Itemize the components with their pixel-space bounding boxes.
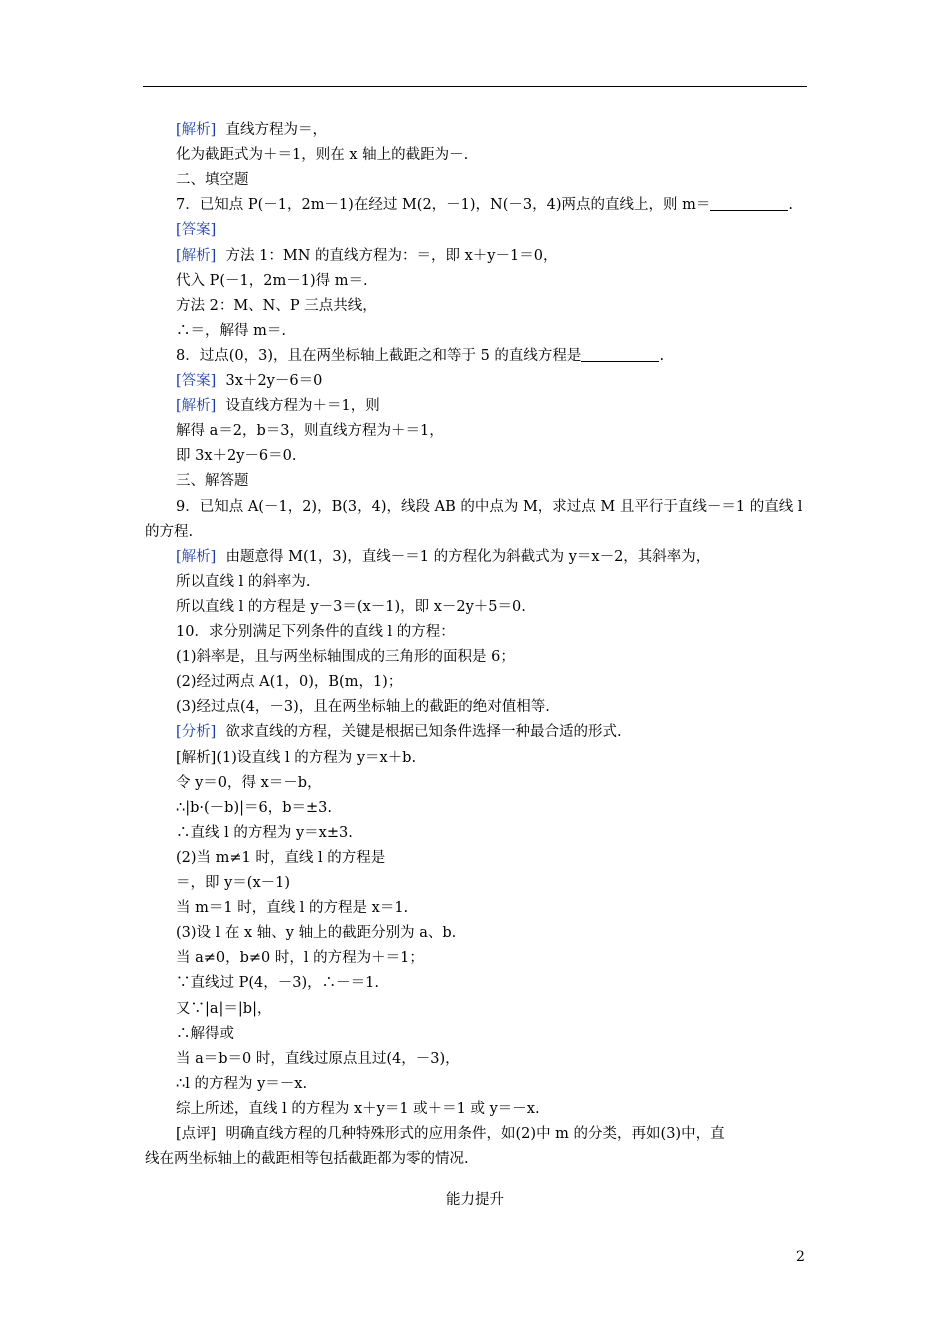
text-line bbox=[145, 522, 193, 542]
section-tag: [解析] bbox=[176, 247, 217, 264]
line-text: 当 a＝b＝0 时，直线过原点且过(4，－3)， bbox=[176, 1050, 460, 1067]
line-text: 7．已知点 P(－1，2m－1)在经过 M(2，－1)，N(－3，4)两点的直线上，则 m＝ bbox=[176, 197, 711, 214]
line-text: (2)当 m≠1 时，直线 l 的方程是 bbox=[176, 849, 386, 866]
text-line bbox=[176, 1049, 460, 1069]
line-text: 化为截距式为＋＝1，则在 x 轴上的截距为－. bbox=[176, 147, 469, 164]
text-line bbox=[176, 572, 310, 592]
text-line bbox=[176, 120, 327, 140]
line-text: ∴＝，解得 m＝. bbox=[176, 322, 286, 339]
text-line bbox=[176, 622, 455, 642]
line-text: . bbox=[788, 197, 793, 214]
text-line bbox=[176, 999, 271, 1019]
line-text: 由题意得 M(1，3)，直线－＝1 的方程化为斜截式为 y＝x－2，其斜率为， bbox=[216, 548, 711, 565]
text-line bbox=[176, 446, 297, 466]
text-line bbox=[176, 773, 322, 793]
text-line bbox=[176, 848, 385, 868]
line-text: 代入 P(－1，2m－1)得 m＝. bbox=[176, 272, 368, 289]
line-text: 当 a≠0，b≠0 时，l 的方程为＋＝1； bbox=[176, 950, 424, 967]
line-text: 8．过点(0，3)，且在两坐标轴上截距之和等于 5 的直线方程是 bbox=[176, 347, 582, 364]
text-line bbox=[176, 948, 424, 968]
line-text: 综上所述，直线 l 的方程为 x＋y＝1 或＋＝1 或 y＝－x. bbox=[176, 1100, 540, 1117]
line-text: ∴|b·(－b)|＝6，b＝±3. bbox=[176, 799, 332, 816]
text-line bbox=[176, 823, 353, 843]
line-text: 令 y＝0，得 x＝－b， bbox=[176, 774, 322, 791]
text-line bbox=[176, 145, 468, 165]
line-text: 的方程. bbox=[145, 523, 194, 540]
line-text: (3)经过点(4，－3)，且在两坐标轴上的截距的绝对值相等. bbox=[176, 699, 550, 716]
line-text: 所以直线 l 的方程是 y－3＝(x－1)，即 x－2y＋5＝0. bbox=[176, 598, 526, 615]
text-line bbox=[176, 697, 550, 717]
text-line bbox=[176, 1024, 234, 1044]
text-line bbox=[176, 346, 664, 366]
section-tag: [解析] bbox=[176, 398, 217, 415]
line-text: (3)设 l 在 x 轴、y 轴上的截距分别为 a、b. bbox=[176, 925, 457, 942]
section-heading: 能力提升 bbox=[446, 1192, 504, 1208]
text-line bbox=[176, 321, 286, 341]
line-text: 即 3x＋2y－6＝0. bbox=[176, 448, 297, 465]
text-line bbox=[176, 371, 322, 391]
line-text: 3x＋2y－6＝0 bbox=[216, 373, 323, 389]
line-text: 设直线方程为＋＝1，则 bbox=[216, 398, 380, 415]
text-line bbox=[176, 672, 402, 692]
text-line bbox=[176, 396, 380, 416]
line-text: 线在两坐标轴上的截距相等包括截距都为零的情况. bbox=[145, 1151, 469, 1168]
answer-blank bbox=[581, 347, 659, 362]
line-text: 二、填空题 bbox=[176, 172, 249, 189]
text-line bbox=[176, 246, 557, 266]
line-text: . bbox=[659, 347, 665, 364]
line-text: [解析](1)设直线 l 的方程为 y＝x＋b. bbox=[176, 749, 417, 766]
line-text: 解得 a＝2，b＝3，则直线方程为＋＝1， bbox=[176, 423, 444, 440]
page-number: 2 bbox=[796, 1249, 805, 1265]
section-tag: [答案] bbox=[176, 373, 217, 389]
line-text: (2)经过两点 A(1，0)，B(m，1)； bbox=[176, 674, 403, 691]
text-line bbox=[176, 195, 793, 215]
line-text: ＝，即 y＝(x－1) bbox=[176, 875, 291, 891]
text-line bbox=[176, 170, 249, 190]
section-tag: [解析] bbox=[176, 548, 217, 565]
answer-blank bbox=[710, 196, 788, 211]
text-line bbox=[176, 923, 456, 943]
header-rule bbox=[143, 86, 807, 87]
line-text: 所以直线 l 的斜率为. bbox=[176, 573, 311, 590]
section-tag: [分析] bbox=[176, 724, 217, 741]
line-text: 当 m＝1 时，直线 l 的方程是 x＝1. bbox=[176, 900, 409, 917]
text-line bbox=[176, 798, 332, 818]
text-line bbox=[176, 1099, 540, 1119]
line-text: 又∵|a|＝|b|， bbox=[176, 1000, 272, 1017]
section-tag: [解析] bbox=[176, 122, 217, 138]
section-tag: [答案] bbox=[176, 222, 217, 239]
text-line bbox=[176, 722, 622, 742]
text-line bbox=[176, 471, 249, 491]
text-line bbox=[145, 1149, 469, 1169]
text-line bbox=[176, 647, 515, 667]
text-line bbox=[176, 497, 802, 517]
line-text: ∵直线过 P(4，－3)，∴－＝1. bbox=[176, 975, 379, 992]
line-text: 10．求分别满足下列条件的直线 l 的方程： bbox=[176, 624, 455, 640]
text-line bbox=[176, 873, 290, 893]
text-line bbox=[176, 973, 379, 993]
line-text: 9．已知点 A(－1，2)，B(3，4)，线段 AB 的中点为 M，求过点 M 且平行于直线－＝1 的直线 l bbox=[176, 498, 803, 515]
text-line bbox=[176, 1074, 307, 1094]
text-line bbox=[176, 898, 408, 918]
line-text: 欲求直线的方程，关键是根据已知条件选择一种最合适的形式. bbox=[216, 724, 622, 741]
text-line bbox=[176, 296, 377, 316]
text-line bbox=[176, 421, 444, 441]
text-line bbox=[176, 597, 526, 617]
text-line bbox=[176, 1124, 725, 1144]
text-line bbox=[176, 220, 216, 240]
line-text: 直线方程为＝， bbox=[216, 122, 328, 138]
text-line bbox=[176, 271, 368, 291]
line-text: ∴解得或 bbox=[176, 1025, 234, 1042]
line-text: 方法 1：MN 的直线方程为：＝，即 x＋y－1＝0， bbox=[216, 247, 558, 264]
line-text: ∴直线 l 的方程为 y＝x±3. bbox=[176, 824, 353, 841]
line-text: [点评] 明确直线方程的几种特殊形式的应用条件，如(2)中 m 的分类，再如(3)中，直 bbox=[176, 1126, 725, 1142]
line-text: 三、解答题 bbox=[176, 473, 249, 490]
text-line bbox=[176, 748, 416, 768]
text-line bbox=[176, 547, 710, 567]
line-text: 方法 2：M、N、P 三点共线， bbox=[176, 297, 377, 314]
line-text: (1)斜率是，且与两坐标轴围成的三角形的面积是 6； bbox=[176, 649, 515, 666]
line-text: ∴l 的方程为 y＝－x. bbox=[176, 1075, 308, 1092]
